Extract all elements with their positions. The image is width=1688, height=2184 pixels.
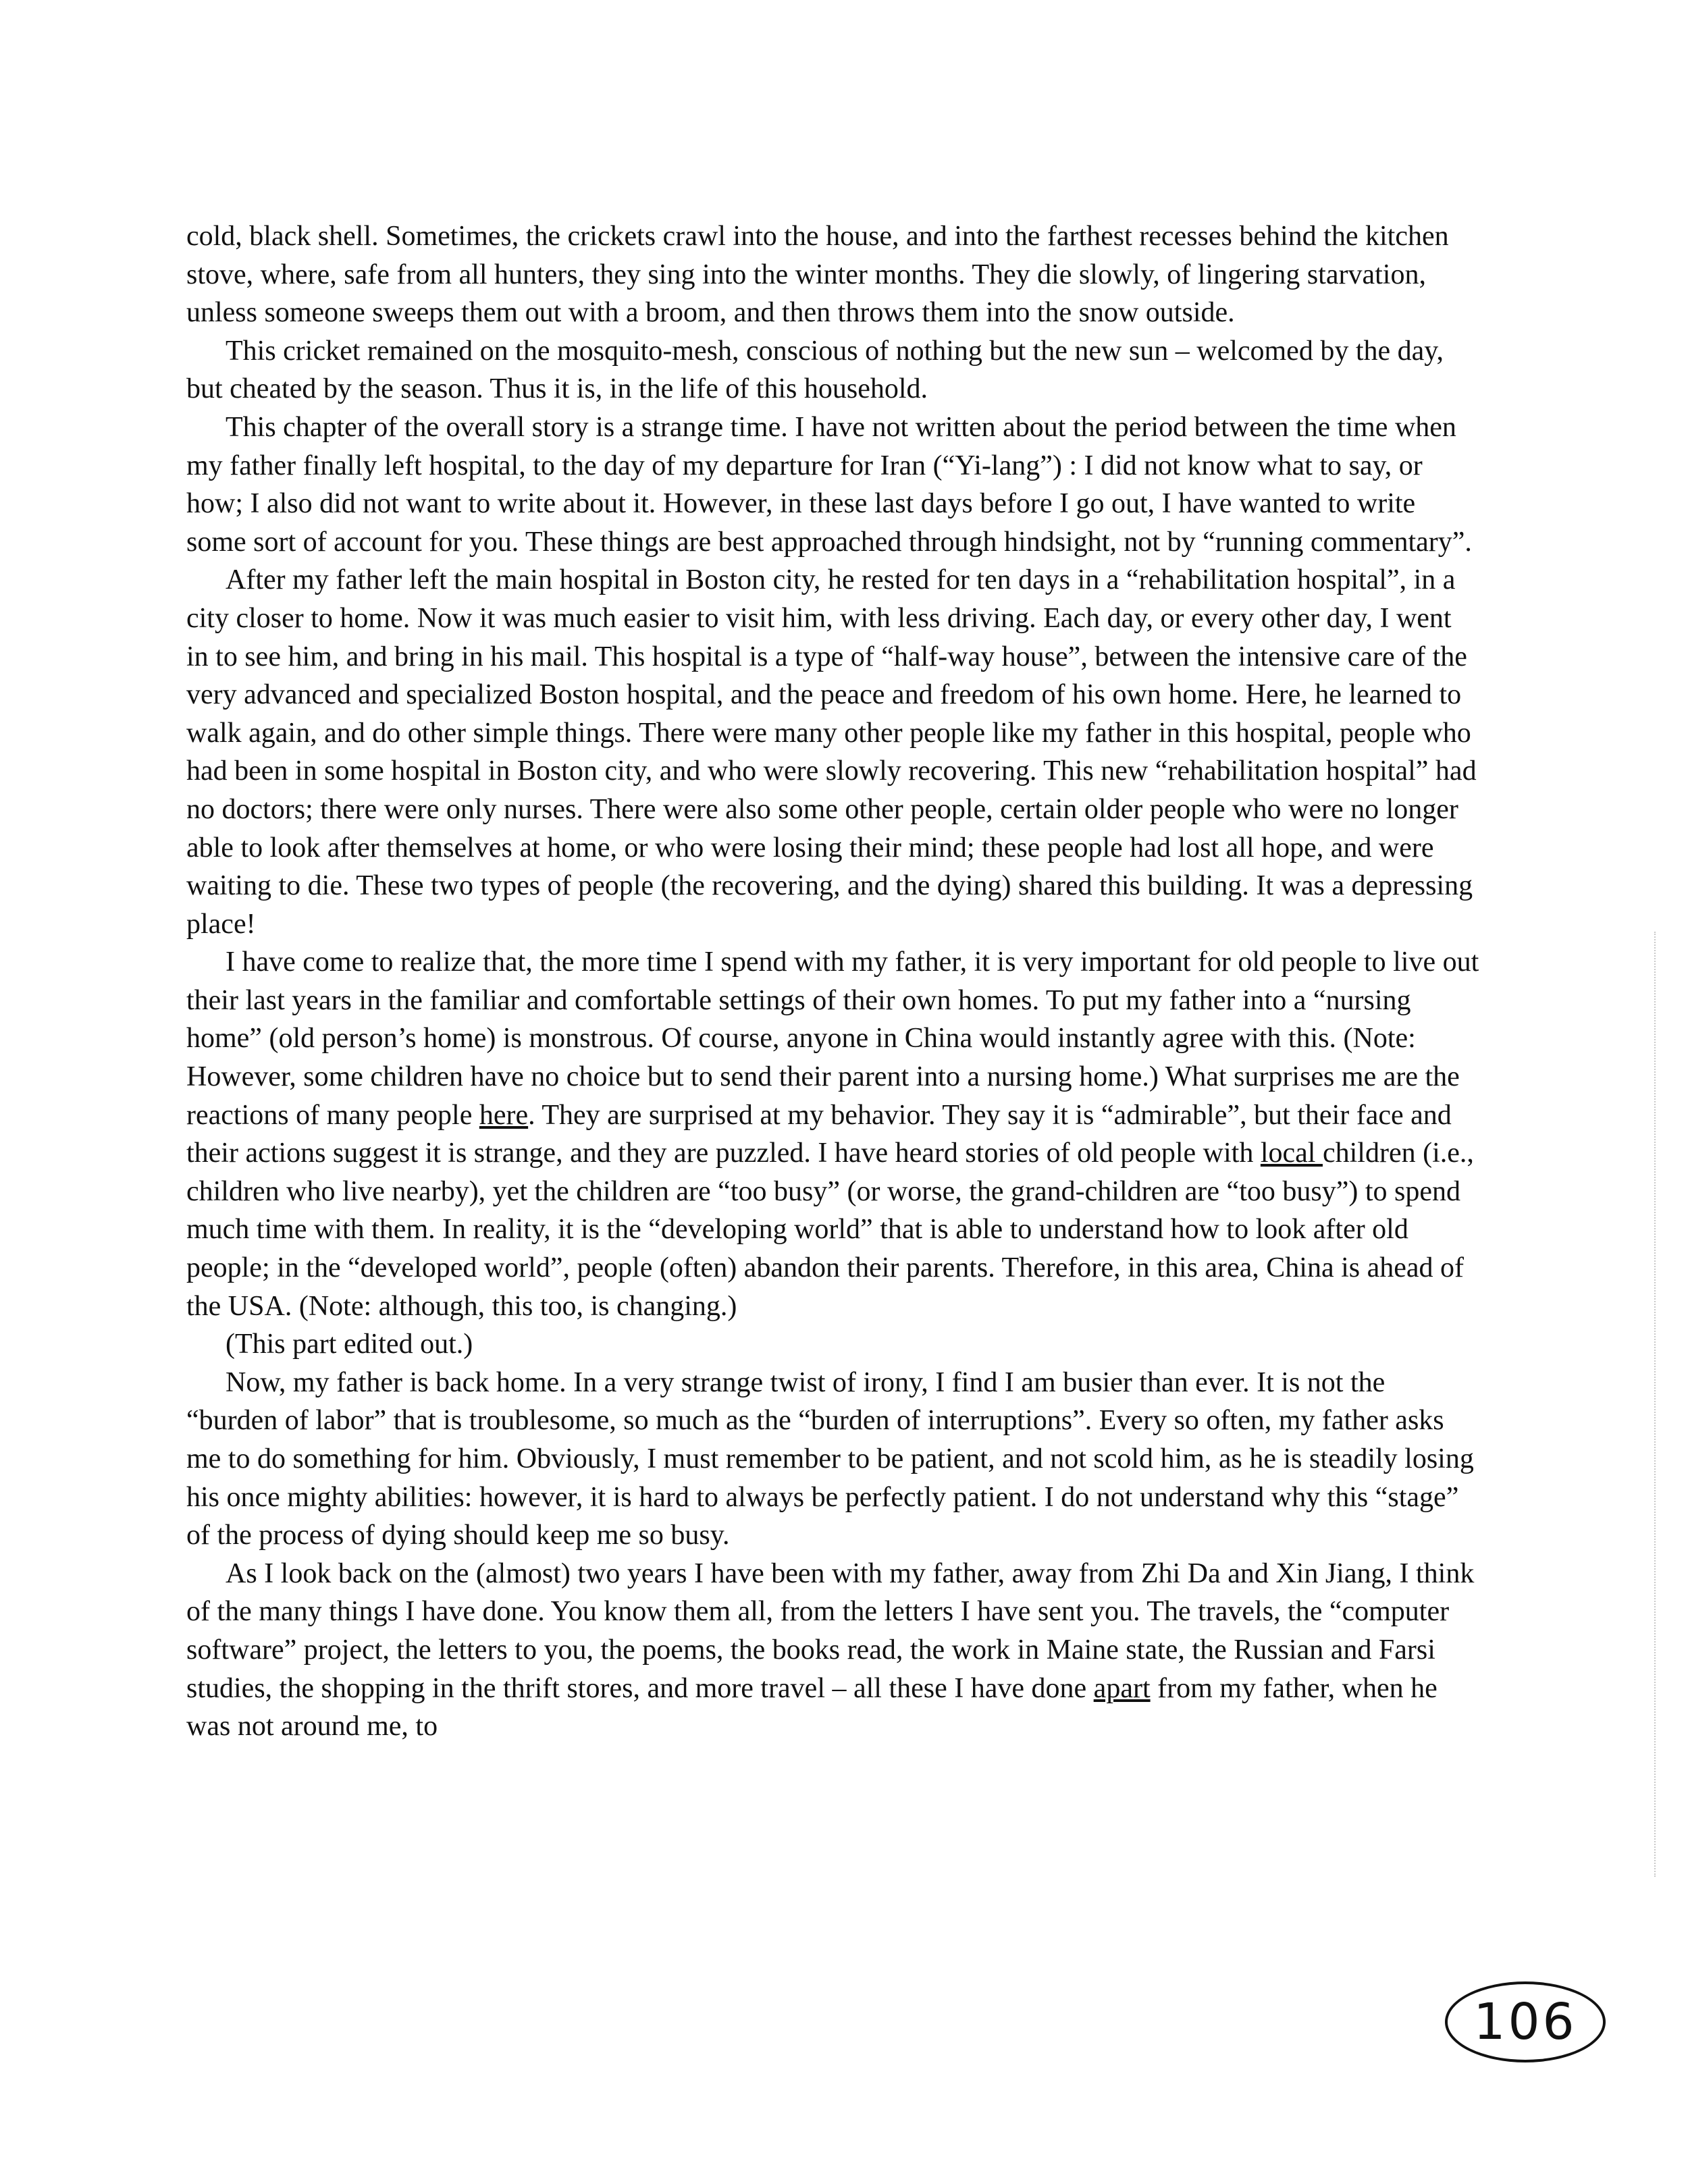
underlined-word: here [479, 1099, 529, 1131]
body-text [186, 217, 1480, 1746]
paragraph-edited-out: (This part edited out.) [226, 1329, 473, 1360]
underlined-word: apart [1093, 1672, 1151, 1704]
paragraph-look-back [186, 1555, 1480, 1746]
scan-edge-marks [1652, 932, 1656, 1877]
paragraph-cricket: This cricket remained on the mosquito-mesh, conscious of nothing but the new sun – welcomed by the day, but cheated by the season. Thus it is, in the life of this household. [186, 335, 1444, 405]
text-span: from my father, when he was not around me, to [186, 1672, 1438, 1742]
text-span: As I look back on the (almost) two years I have been with my father, away from Zhi Da and Xin Jiang, I think of the many things I have done. You know them all, from the letters I have sent you. The travels, the “computer software” project, the letters to you, the poems, the books read, the work in Maine state, the Russian and Farsi studies, the shopping in the thrift stores, and more travel – all these I have done [186, 1557, 1475, 1704]
underlined-word: local [1260, 1138, 1323, 1169]
paragraph-continuation: cold, black shell. Sometimes, the crickets crawl into the house, and into the farthest recesses behind the kitchen stove, where, safe from all hunters, they sing into the winter months. They die slowly, of lingering starvation, unless someone sweeps them out with a broom, and then throws them into the snow outside. [186, 221, 1449, 329]
paragraph-nursing-home [186, 943, 1480, 1325]
text-span: children (i.e., children who live nearby), yet the children are “too busy” (or worse, the grand-children are “too busy”) to spend much time with them. In reality, it is the “developing world” that is able to understand how to look after old people; in the “developed world”, people (often) abandon their parents. Therefore, in this area, China is ahead of the USA. (Note: although, this too, is changing.) [186, 1138, 1474, 1322]
handwritten-page-number: 106 [1445, 1981, 1606, 2062]
paragraph-back-home: Now, my father is back home. In a very strange twist of irony, I find I am busier than ever. It is not the “burden of labor” that is troublesome, so much as the “burden of interruptions”. Every so often, my father asks me to do something for him. Obviously, I must remember to be patient, and not scold him, as he is steadily losing his once mighty abilities: however, it is hard to always be perfectly patient. I do not understand why this “stage” of the process of dying should keep me so busy. [186, 1366, 1474, 1551]
paragraph-rehabilitation: After my father left the main hospital in Boston city, he rested for ten days in a “rehabilitation hospital”, in a city closer to home. Now it was much easier to visit him, with less driving. Each day, or every other day, I went in to see him, and bring in his mail. This hospital is a type of “half-way house”, between the intensive care of the very advanced and specialized Boston hospital, and the peace and freedom of his own home. Here, he learned to walk again, and do other simple things. There were many other people like my father in this hospital, people who had been in some hospital in Boston city, and who were slowly recovering. This new “rehabilitation hospital” had no doctors; there were only nurses. There were also some other people, certain older people who were no longer able to look after themselves at home, or who were losing their mind; these people had lost all hope, and were waiting to die. These two types of people (the recovering, and the dying) shared this building. It was a depressing place! [186, 564, 1477, 940]
text-span: . They are surprised at my behavior. They say it is “admirable”, but their face and their actions suggest it is strange, and they are puzzled. I have heard stories of old people with [186, 1099, 1452, 1169]
paragraph-chapter: This chapter of the overall story is a strange time. I have not written about the period between the time when my father finally left hospital, to the day of my departure for Iran (“Yi-lang”) : I did not know what to say, or how; I also did not want to write about it. However, in these last days before I go out, I have wanted to write some sort of account for you. These things are best approached through hindsight, not by “running commentary”. [186, 411, 1472, 558]
text-span: I have come to realize that, the more time I spend with my father, it is very important for old people to live out their last years in the familiar and comfortable settings of their own homes. To put my father into a “nursing home” (old person’s home) is monstrous. Of course, anyone in China would instantly agree with this. (Note: However, some children have no choice but to send their parent into a nursing home.) What surprises me are the reactions of many people [186, 947, 1479, 1131]
